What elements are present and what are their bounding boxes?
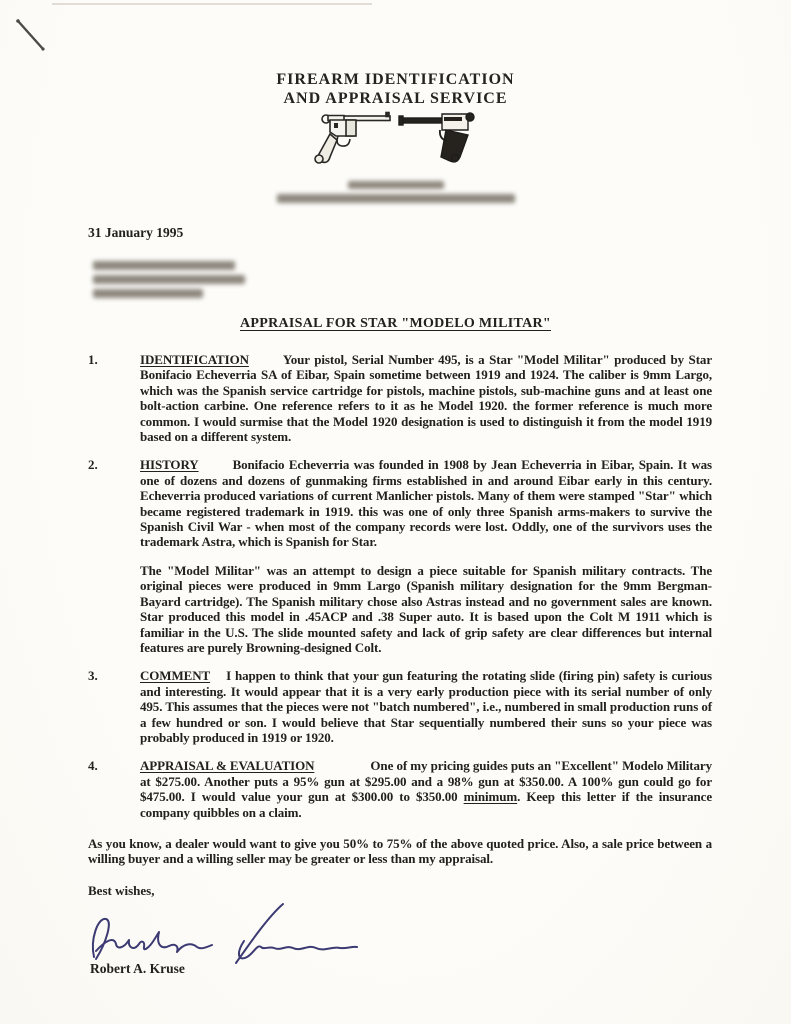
section-heading: COMMENT [140, 668, 211, 684]
mauser-pistol-icon [315, 113, 390, 164]
section-heading: HISTORY [140, 457, 199, 473]
pen-stroke-mark [12, 14, 56, 62]
section-text [140, 352, 712, 444]
section-heading: APPRAISAL & EVALUATION [140, 758, 315, 774]
section-number: 4. [88, 758, 98, 774]
closing-paragraph: As you know, a dealer would want to give you 50% to 75% of the above quoted price. Also, a sale price between a willing buyer and a willing seller may be greater or less than my appraisal. [88, 835, 712, 867]
scan-edge-artifact [52, 3, 372, 5]
letter-date: 31 January 1995 [88, 225, 184, 240]
redacted-address-line [348, 181, 444, 189]
redacted-recipient-line [93, 261, 235, 270]
section-appraisal-evaluation [88, 758, 712, 820]
letterhead-title-line2: AND APPRAISAL SERVICE [283, 90, 508, 107]
section-body-paragraph2: The "Model Militar" was an attempt to design a piece suitable for Spanish military contracts. The original pieces were produced in 9mm Largo (Spanish military designation for the 9mm Bergman-Bayard cartridge). The Spanish military chose also Astras instead and no government sales are known. Star produced this model in .45ACP and .38 Super auto. It is based upon the Colt M 1911 which is familiar in the U.S. The slide mounted safety and lack of grip safety are clear differences but internal features are purely Browning-designed Colt. [140, 562, 712, 655]
handwritten-signature [78, 901, 368, 967]
section-number: 1. [88, 352, 98, 367]
section-text [140, 457, 712, 549]
letter-body [88, 352, 712, 820]
section-text [140, 758, 712, 820]
recipient-address-redacted [93, 261, 791, 298]
section-body: I happen to think that your gun featuring the rotating slide (firing pin) safety is curious and interesting. It would appear that it is a very early production piece with its serial number of only 495. This assumes that the pieces were not "batch numbered", i.e., numbered in small production runs of a few hundred or son. I would believe that Star sequentially numbered their suns so your piece was probably produced in 1919 or 1920. [140, 668, 712, 745]
section-body: Bonifacio Echeverria was founded in 1908 by Jean Echeverria in Eibar, Spain. It was one of dozens and dozens of gunmaking firms established in and around Eibar early in this century. Echeverria produced variations of current Manlicher pistols. Many of them were stamped "Star" which became registered trademark in 1919. this was one of only three Spanish arms-makers to survive the Spanish Civil War - when most of the company records were lost. Oddly, one of the survivors uses the trademark Astra, which is Spanish for Star. [140, 457, 712, 550]
redacted-address-line [277, 194, 515, 203]
section-number: 2. [88, 457, 98, 473]
section-identification [88, 352, 712, 444]
underlined-word: minimum [463, 789, 518, 805]
section-body: Your pistol, Serial Number 495, is a Star "Model Militar" produced by Star Bonifacio Echeverria SA of Eibar, Spain sometime between 1919 and 1924. The caliber is 9mm Largo, which was the Spanish service cartridge for pistols, machine pistols, sub-machine guns and at least one bolt-action carbine. One reference refers to it as he Model 1920. the former reference is much more common. I would surmise that the Model 1920 designation is used to distinguish it from the model 1919 based on a different system. [140, 352, 712, 445]
crossed-pistols-logo [290, 110, 502, 164]
section-history [88, 457, 712, 549]
section-body: One of my pricing guides puts an "Excellent" Modelo Military at $275.00. Another puts a 95% gun at $295.00 and a 98% gun at $350.00. A 100% gun could go for $475.00. I would value your gun at $300.00 to $350.00 [140, 758, 712, 805]
redacted-recipient-line [93, 289, 203, 298]
section-comment [88, 668, 712, 745]
luger-pistol-icon [399, 113, 474, 162]
section-body-after: . Keep this letter if the insurance company quibbles on a claim. [140, 789, 712, 820]
section-history-continued [88, 563, 712, 655]
letterhead [0, 70, 791, 203]
letterhead-address-redacted [0, 181, 791, 203]
section-text [140, 668, 712, 745]
section-heading: IDENTIFICATION [140, 352, 249, 367]
redacted-recipient-line [93, 275, 245, 284]
signer-name: Robert A. Kruse [90, 960, 185, 976]
letterhead-title-line1: FIREARM IDENTIFICATION [276, 71, 515, 88]
valediction: Best wishes, [88, 882, 155, 898]
section-number: 3. [88, 668, 98, 684]
letter-subject-title: APPRAISAL FOR STAR "MODELO MILITAR" [240, 316, 551, 331]
